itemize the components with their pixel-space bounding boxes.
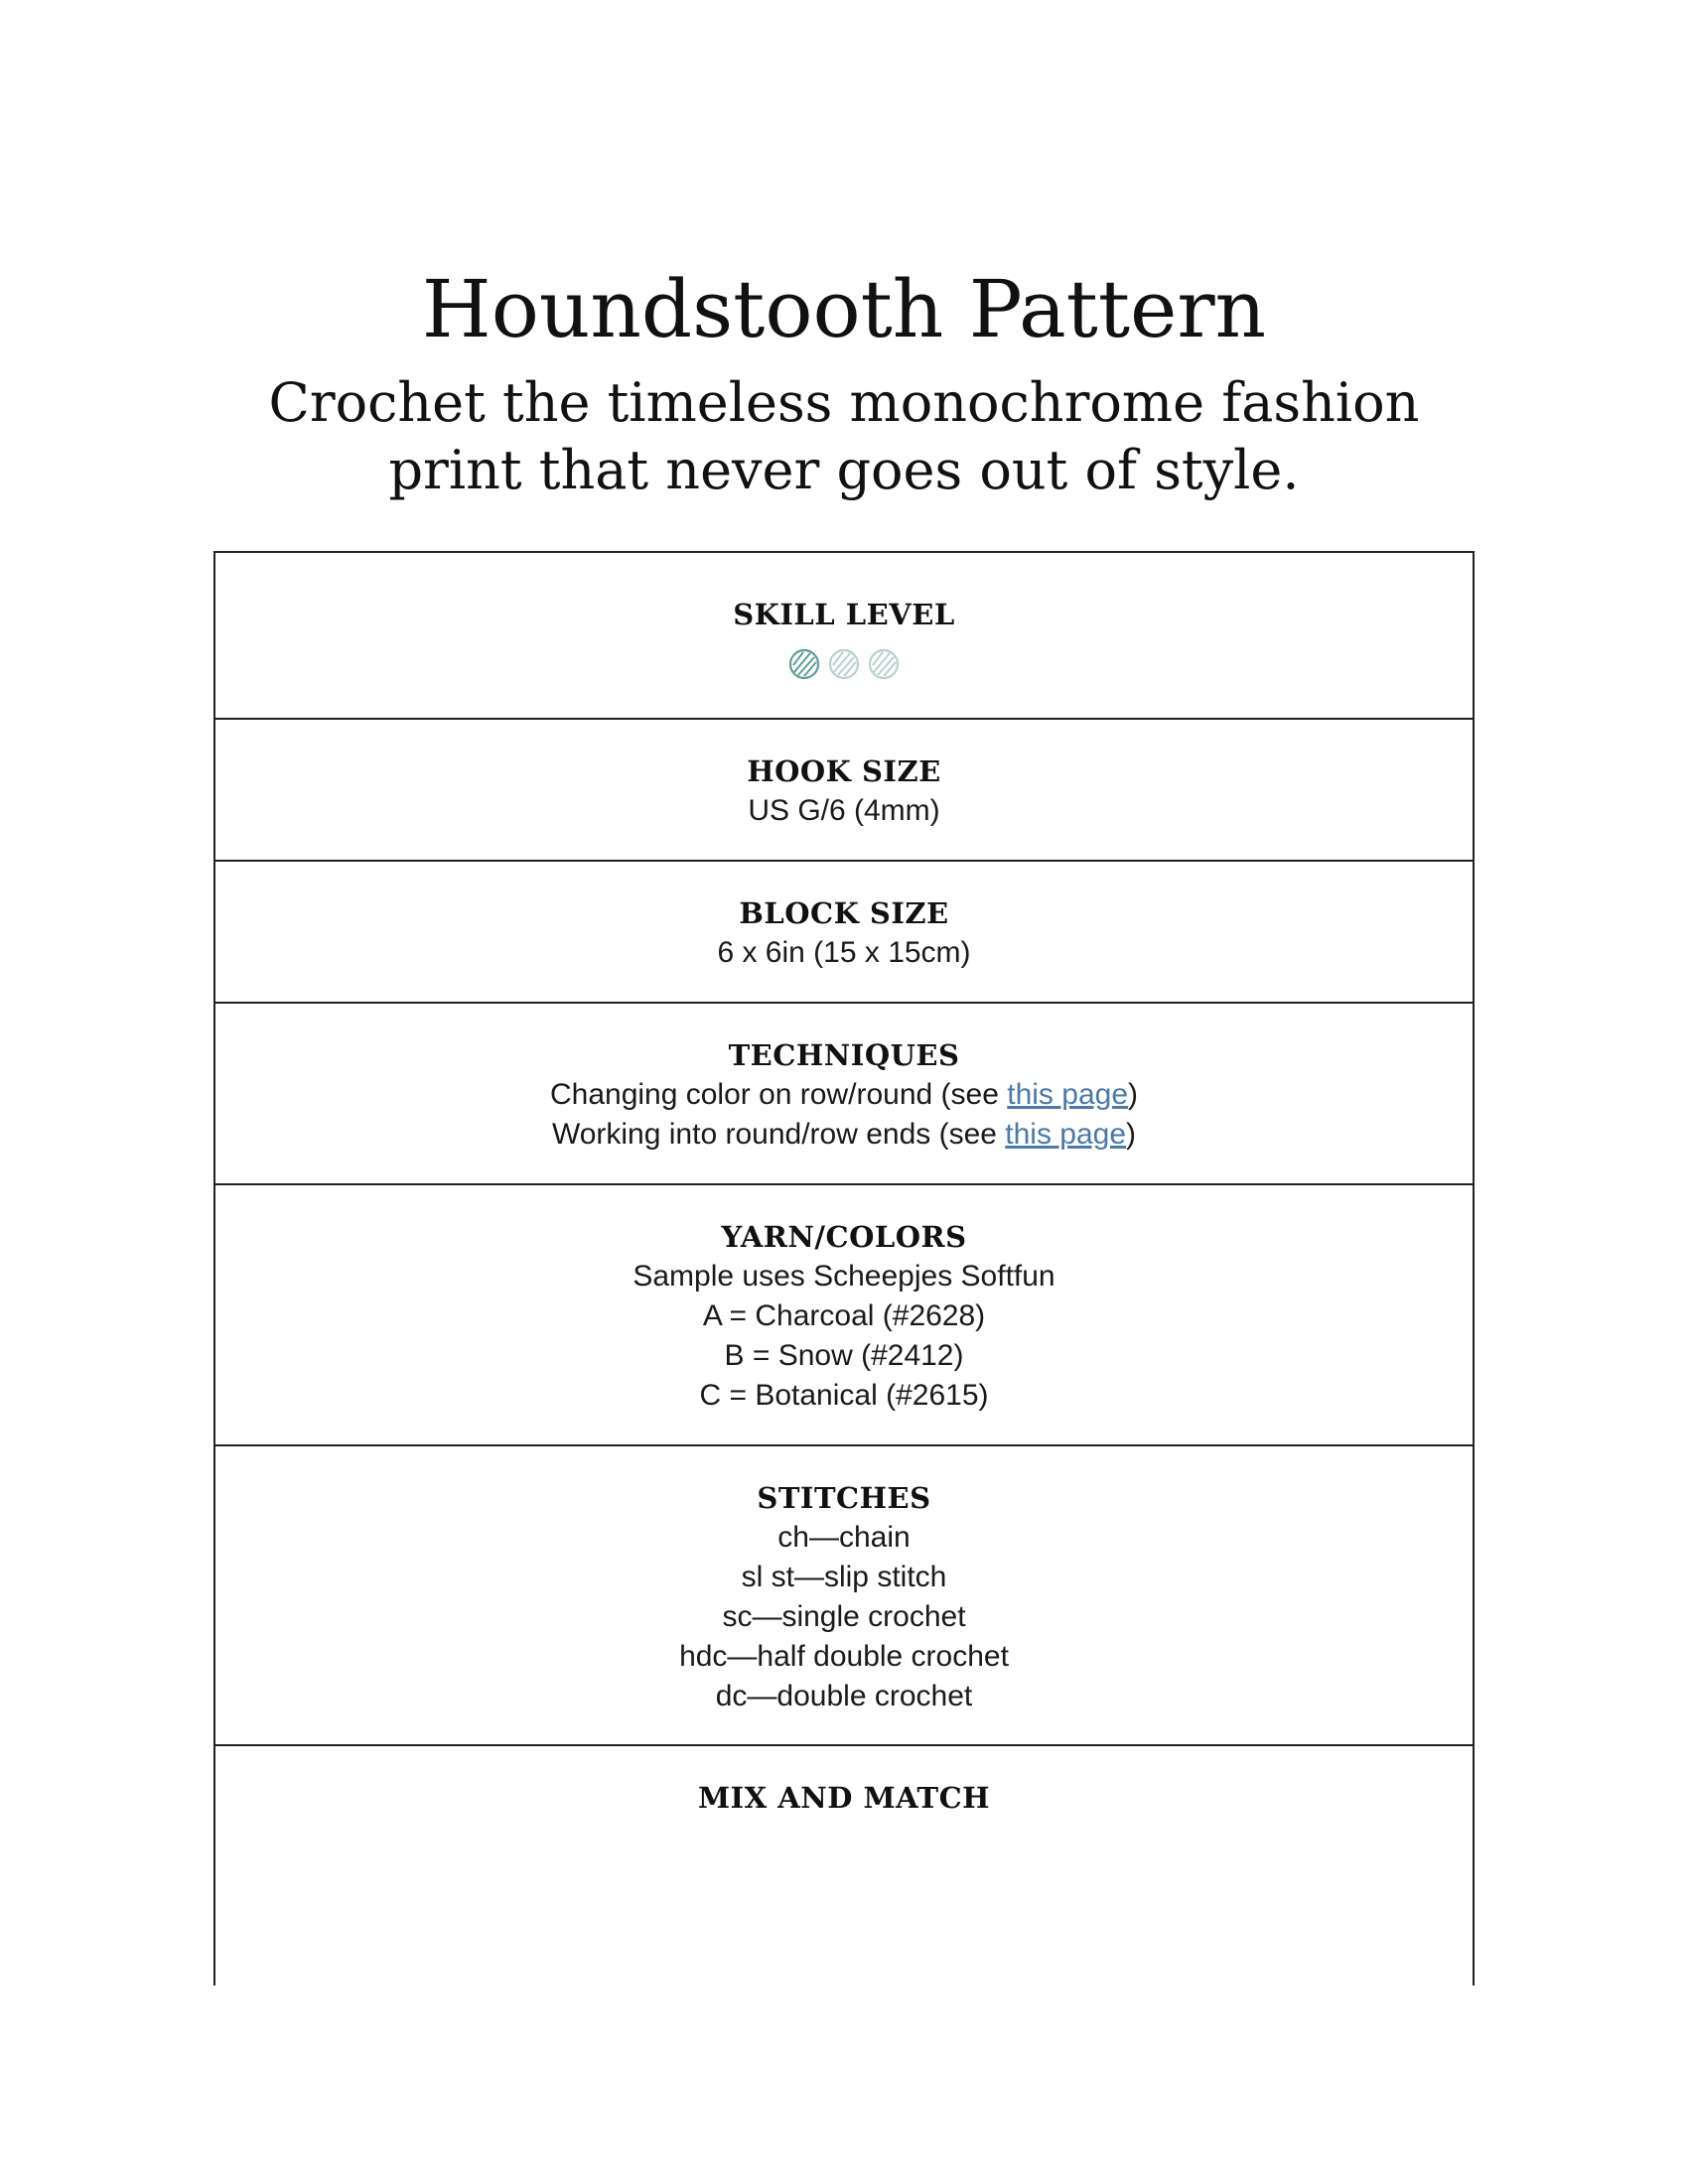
stitch-item: ch—chain bbox=[777, 1521, 911, 1554]
page-subtitle bbox=[0, 369, 1688, 504]
yarn-ball-icon bbox=[868, 648, 900, 680]
hook-size-value: US G/6 (4mm) bbox=[748, 794, 940, 827]
stitch-item: sl st—slip stitch bbox=[741, 1561, 947, 1593]
technique-item bbox=[215, 1115, 1473, 1155]
pattern-info-table bbox=[213, 551, 1475, 1985]
block-size-section bbox=[215, 862, 1473, 1004]
skill-level-section bbox=[215, 553, 1473, 720]
technique-text: Working into round/row ends (see bbox=[551, 1118, 1006, 1151]
yarn-colors-heading: YARN/COLORS bbox=[721, 1220, 967, 1254]
skill-level-rating bbox=[215, 648, 1473, 680]
technique-text-end: ) bbox=[1126, 1118, 1137, 1151]
stitches-heading: STITCHES bbox=[757, 1481, 931, 1515]
technique-item bbox=[215, 1075, 1473, 1115]
stitches-section bbox=[215, 1446, 1473, 1746]
yarn-color-c: C = Botanical (#2615) bbox=[699, 1379, 989, 1412]
hook-size-heading: HOOK SIZE bbox=[747, 754, 941, 788]
techniques-heading: TECHNIQUES bbox=[728, 1038, 960, 1072]
mix-and-match-heading: MIX AND MATCH bbox=[697, 1781, 991, 1815]
yarn-line: Sample uses Scheepjes Softfun bbox=[633, 1260, 1055, 1293]
technique-text-end: ) bbox=[1128, 1078, 1139, 1111]
yarn-ball-icon bbox=[828, 648, 860, 680]
block-size-heading: BLOCK SIZE bbox=[739, 896, 949, 930]
stitch-item: hdc—half double crochet bbox=[679, 1640, 1009, 1673]
subtitle-line-2: print that never goes out of style. bbox=[388, 439, 1300, 501]
hook-size-section bbox=[215, 720, 1473, 862]
yarn-ball-icon bbox=[788, 648, 820, 680]
technique-page-link[interactable]: this page bbox=[1007, 1078, 1129, 1111]
page-title: Houndstooth Pattern bbox=[421, 263, 1267, 355]
yarn-color-b: B = Snow (#2412) bbox=[724, 1339, 964, 1372]
technique-page-link[interactable]: this page bbox=[1005, 1118, 1127, 1151]
stitch-item: dc—double crochet bbox=[715, 1680, 973, 1712]
yarn-color-a: A = Charcoal (#2628) bbox=[702, 1299, 986, 1332]
yarn-colors-section bbox=[215, 1185, 1473, 1446]
block-size-value: 6 x 6in (15 x 15cm) bbox=[717, 936, 971, 969]
techniques-section bbox=[215, 1004, 1473, 1185]
stitch-item: sc—single crochet bbox=[722, 1600, 966, 1633]
mix-and-match-section bbox=[215, 1746, 1473, 1987]
technique-text: Changing color on row/round (see bbox=[549, 1078, 1008, 1111]
skill-level-heading: SKILL LEVEL bbox=[733, 598, 955, 631]
subtitle-line-1: Crochet the timeless monochrome fashion bbox=[268, 371, 1420, 434]
